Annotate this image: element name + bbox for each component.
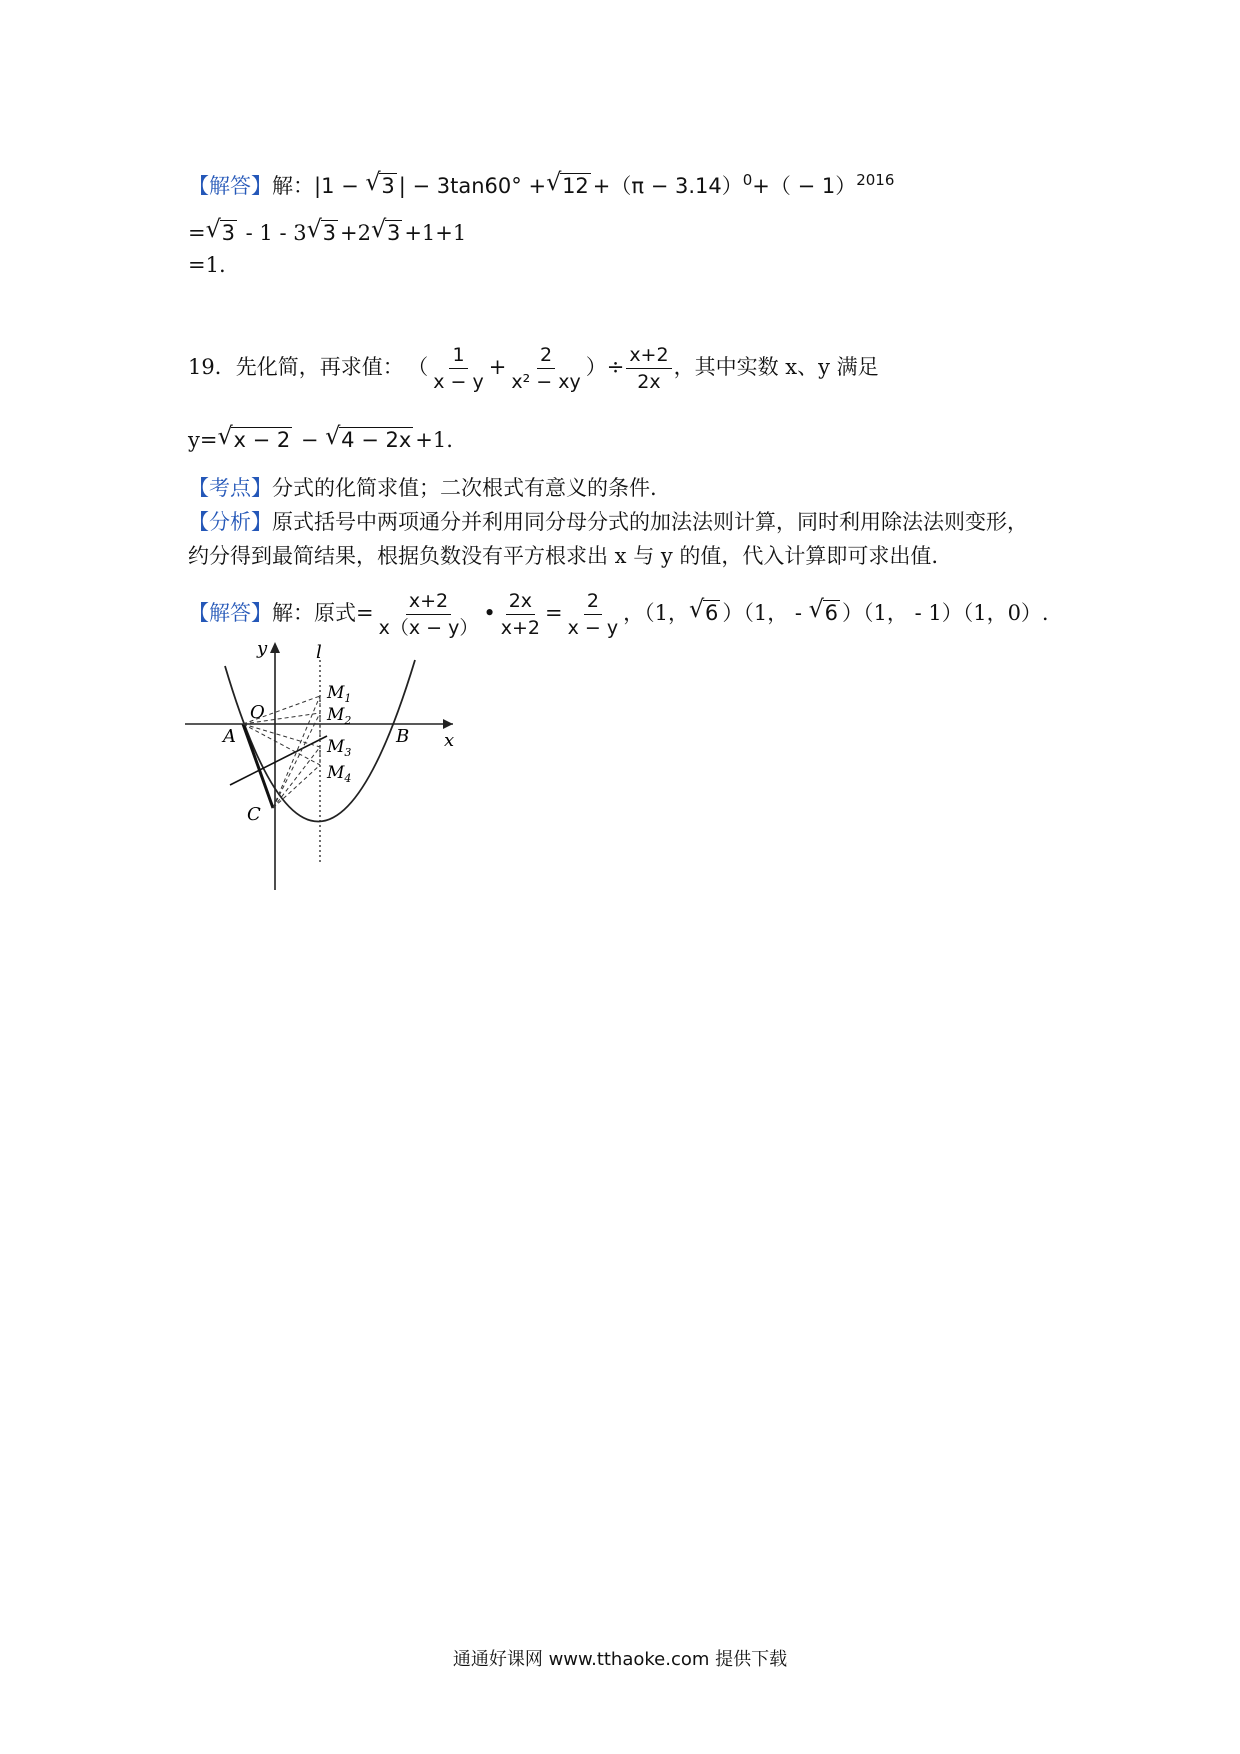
q19-y-eq: y= <box>188 428 218 452</box>
frac2-den: x² − xy <box>511 371 581 393</box>
q19-rparen-div: ）÷ <box>585 355 625 379</box>
sqrt-3-c-body: 3 <box>386 221 401 245</box>
sol18-step1 <box>188 215 467 248</box>
sqrt-6-a-body: 6 <box>704 601 719 625</box>
sqrt-6-b-body: 6 <box>824 601 839 625</box>
sqrt-3: √ 3 <box>365 168 395 198</box>
label-m2: $M_2$ <box>327 705 352 727</box>
q19-line2 <box>188 422 453 455</box>
sol18-tail: +（π − 3.14） <box>592 174 743 198</box>
jieda-frac-b <box>498 588 543 641</box>
sol18-abs-close: | − 3tan60° + <box>398 174 547 198</box>
fc-num: 2 <box>584 588 602 615</box>
q19-minus: − <box>294 428 326 452</box>
jieda-frac-a <box>376 588 482 641</box>
step1-end: +1+1 <box>404 221 467 245</box>
label-a: A <box>223 726 236 747</box>
jieda-tag: 【解答】 <box>188 601 272 625</box>
fc-den: x − y <box>567 617 619 639</box>
fenxi-tag: 【分析】 <box>188 510 272 534</box>
fa-num: x+2 <box>406 588 451 615</box>
jieda-dot: • <box>483 601 496 625</box>
q19-number: 19．先化简，再求值： <box>188 355 404 379</box>
q19-line1 <box>188 342 879 395</box>
label-y: y <box>257 640 268 659</box>
sol18-line1 <box>188 165 894 201</box>
step1-pre: = <box>188 221 206 245</box>
sqrt-3-a: √ 3 <box>205 215 235 245</box>
sqrt-x-2-body: x − 2 <box>233 428 291 452</box>
step1-mid: - 1 - 3 <box>238 221 307 245</box>
jieda-eq: = <box>545 601 563 625</box>
sqrt-3-b-body: 3 <box>322 221 336 245</box>
fenxi-line1 <box>188 507 1028 537</box>
sqrt-3-body: 3 <box>381 174 395 198</box>
frac1-num: 1 <box>449 342 467 369</box>
sqrt-12-body: 12 <box>562 174 589 198</box>
fb-den: x+2 <box>500 617 540 639</box>
label-o: O <box>250 702 265 723</box>
x-axis-arrow-icon <box>443 719 453 729</box>
footer-credit: 通通好课网 www.tthaoke.com 提供下载 <box>452 1649 788 1670</box>
fenxi-line2: 约分得到最简结果，根据负数没有平方根求出 x 与 y 的值，代入计算即可求出值. <box>188 544 939 568</box>
q19-y-end: +1. <box>415 428 453 452</box>
step1-mid2: +2 <box>339 221 371 245</box>
frac3-den: 2x <box>637 371 661 393</box>
sol18-lead: 解： <box>272 174 314 198</box>
exp-2016: 2016 <box>856 171 895 189</box>
y-axis-arrow-icon <box>270 642 280 653</box>
label-c: C <box>247 804 261 825</box>
label-m3: $M_3$ <box>327 737 352 759</box>
frac1-den: x − y <box>433 371 484 393</box>
sqrt-4-2x-body: 4 − 2x <box>341 428 412 452</box>
jieda-line <box>188 588 1049 641</box>
sol18-tag: 【解答】 <box>188 174 272 198</box>
label-l: l <box>316 642 322 663</box>
q19-frac1 <box>430 342 487 395</box>
sqrt-6-b: √ 6 <box>808 595 839 625</box>
fenxi-line1-text: 原式括号中两项通分并利用同分母分式的加法法则计算，同时利用除法法则变形， <box>272 510 1028 534</box>
sqrt-6-a: √ 6 <box>688 595 719 625</box>
q19-lparen: （ <box>417 355 429 379</box>
q19-frac3 <box>626 342 671 395</box>
label-m4: $M_4$ <box>327 763 352 785</box>
sol18-abs-open: |1 − <box>314 174 366 198</box>
sqrt-3-b: √ 3 <box>306 215 336 245</box>
sol18-tail2: +（ − 1） <box>752 174 857 198</box>
label-x: x <box>444 730 455 751</box>
sqrt-x-2: √ x − 2 <box>217 422 291 452</box>
kaodian-line <box>188 473 657 503</box>
fb-num: 2x <box>506 588 535 615</box>
label-b: B <box>396 726 410 747</box>
parabola-figure <box>185 640 460 890</box>
sqrt-3-a-body: 3 <box>221 221 235 245</box>
label-m1: $M_1$ <box>327 683 352 705</box>
exp-0: 0 <box>742 171 753 189</box>
jieda-frac-c <box>565 588 622 641</box>
jieda-lead: 解：原式= <box>272 601 374 625</box>
kaodian-tag: 【考点】 <box>188 476 272 500</box>
fa-den: x（x − y） <box>378 617 479 639</box>
jieda-pts2: ）（1， - <box>722 601 809 625</box>
kaodian-text: 分式的化简求值；二次根式有意义的条件. <box>272 476 657 500</box>
frac3-num: x+2 <box>626 342 671 369</box>
sol18-step2: =1. <box>188 253 226 277</box>
frac2-num: 2 <box>537 342 555 369</box>
q19-cond: ，其中实数 x、y 满足 <box>673 355 879 379</box>
jieda-pts3: ）（1， - 1）（1，0）. <box>842 601 1049 625</box>
sqrt-3-c: √ 3 <box>370 215 401 245</box>
q19-frac2 <box>508 342 583 395</box>
jieda-pts1: ，（1， <box>623 601 689 625</box>
sqrt-12: √ 12 <box>546 168 589 198</box>
sqrt-4-2x: √ 4 − 2x <box>325 422 412 452</box>
q19-plus: + <box>488 355 507 379</box>
